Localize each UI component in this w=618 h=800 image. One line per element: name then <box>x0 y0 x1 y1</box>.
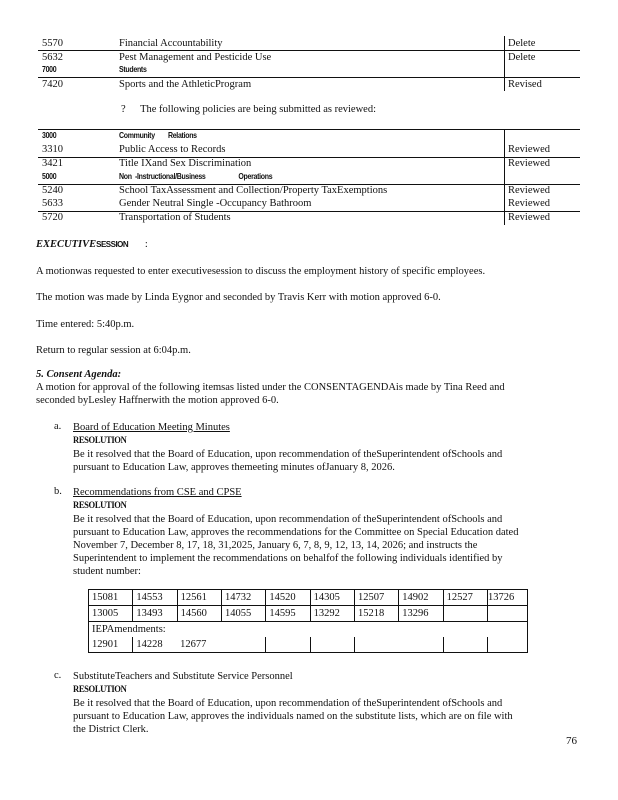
category-number: 7000 <box>42 66 57 75</box>
resolution-line: the District Clerk. <box>73 724 149 735</box>
policy-status: Reviewed <box>508 212 550 223</box>
table-row <box>89 606 528 622</box>
reviewed-intro-text: The following policies are being submitted as reviewed: <box>140 104 377 115</box>
policy-title: School TaxAssessment and Collection/Property TaxExemptions <box>119 185 388 196</box>
executive-session-heading <box>36 238 586 251</box>
resolution-line: November 7, December 8, 17, 18, 31,2025, January 6, 7, 8, 9, 12, 13, 14, 2026; and instructs the <box>73 540 478 551</box>
executive-paragraph: A motionwas requested to enter executivesession to discuss the employment history of specific employees. <box>36 266 486 277</box>
consent-agenda-heading: 5. Consent Agenda: <box>36 369 122 380</box>
policy-number: 5570 <box>42 38 63 49</box>
table-row <box>38 184 580 197</box>
policy-status: Delete <box>508 38 536 49</box>
policy-number: 5240 <box>42 185 63 196</box>
student-number-cell: 15218 <box>354 606 398 622</box>
policy-title: Public Access to Records <box>119 144 226 155</box>
student-number-cell: 15081 <box>89 590 133 606</box>
resolution-line: Superintendent to implement the recommendations on behalfof the following individuals identified by <box>73 553 503 564</box>
student-number-cell <box>399 637 443 653</box>
student-number-cell: 14595 <box>266 606 310 622</box>
table-row <box>38 157 580 170</box>
policy-status: Revised <box>508 79 542 90</box>
resolution-line: student number: <box>73 566 141 577</box>
student-number-cell: 13005 <box>89 606 133 622</box>
student-number-cell: 12561 <box>177 590 221 606</box>
category-number: 5000 <box>42 173 57 182</box>
consent-agenda-text: seconded byLesley Haffnerwith the motion approved 6-0. <box>36 395 279 406</box>
executive-paragraph: Time entered: 5:40p.m. <box>36 319 135 330</box>
category-row <box>38 129 580 144</box>
resolution-label: RESOLUTION <box>73 436 127 446</box>
student-number-cell: 14560 <box>177 606 221 622</box>
item-letter: a. <box>54 421 62 432</box>
policy-title: Gender Neutral Single -Occupancy Bathroom <box>119 198 312 209</box>
student-number-cell <box>354 637 398 653</box>
executive-paragraph: The motion was made by Linda Eygnor and seconded by Travis Kerr with motion approved 6-0. <box>36 292 441 303</box>
category-title: Non -Instructional/Business Operations <box>119 173 273 182</box>
category-title: Community Relations <box>119 132 197 141</box>
student-number-cell: 14553 <box>133 590 177 606</box>
student-number-cell: 14228 <box>133 637 177 653</box>
policy-status: Reviewed <box>508 185 550 196</box>
bullet-icon: ? <box>121 104 126 115</box>
table-row <box>89 590 528 606</box>
resolution-line: pursuant to Education Law, approves the individuals named on the substitute lists, which are on file with <box>73 711 513 722</box>
policy-title: Title IXand Sex Discrimination <box>119 158 252 169</box>
policy-number: 5720 <box>42 212 63 223</box>
item-title: Recommendations from CSE and CPSE <box>73 487 242 498</box>
executive-paragraph: Return to regular session at 6:04p.m. <box>36 345 191 356</box>
item-title: SubstituteTeachers and Substitute Service Personnel <box>73 671 293 682</box>
resolution-label: RESOLUTION <box>73 685 127 695</box>
student-number-cell: 13292 <box>310 606 354 622</box>
page-number: 76 <box>566 735 577 747</box>
student-number-cell: 13726 <box>487 590 527 606</box>
student-number-cell: 12527 <box>443 590 487 606</box>
item-title: Board of Education Meeting Minutes <box>73 422 230 433</box>
resolution-line: pursuant to Education Law, approves the recommendations for the Committee on Special Education dated <box>73 527 519 538</box>
category-title: Students <box>119 66 147 75</box>
item-letter: c. <box>54 670 62 681</box>
policy-status: Reviewed <box>508 158 550 169</box>
policy-number: 3421 <box>42 158 63 169</box>
student-number-cell: 12901 <box>89 637 133 653</box>
consent-item-a <box>73 421 583 474</box>
student-number-cell <box>266 637 310 653</box>
resolution-line: Be it resolved that the Board of Education, upon recommendation of theSuperintendent ofSchools and <box>73 514 503 525</box>
iep-amendments-label: IEPAmendments: <box>89 622 528 638</box>
policy-title: Sports and the AthleticProgram <box>119 79 252 90</box>
resolution-label: RESOLUTION <box>73 501 127 511</box>
heading-part: SESSION <box>96 240 129 249</box>
student-number-cell: 12507 <box>354 590 398 606</box>
student-number-cell: 14732 <box>221 590 265 606</box>
student-number-cell <box>443 606 487 622</box>
student-number-cell <box>487 637 527 653</box>
student-number-cell: 14055 <box>221 606 265 622</box>
heading-part: EXECUTIVE <box>36 239 97 250</box>
policy-number: 7420 <box>42 79 63 90</box>
table-row <box>38 37 580 50</box>
student-number-cell: 14305 <box>310 590 354 606</box>
heading-colon: : <box>144 239 148 250</box>
student-number-cell: 14902 <box>399 590 443 606</box>
policy-title: Pest Management and Pesticide Use <box>119 52 272 63</box>
table-row <box>89 637 528 653</box>
resolution-line: pursuant to Education Law, approves themeeting minutes ofJanuary 8, 2026. <box>73 462 395 473</box>
table-row <box>38 197 580 210</box>
iep-label-row <box>89 622 528 638</box>
category-row <box>38 170 580 185</box>
student-number-cell: 14520 <box>266 590 310 606</box>
consent-item-b <box>73 486 583 578</box>
consent-agenda-text: A motion for approval of the following itemsas listed under the CONSENTAGENDAis made by Tina Reed and <box>36 382 505 393</box>
student-number-cell: 13493 <box>133 606 177 622</box>
resolution-line: Be it resolved that the Board of Education, upon recommendation of theSuperintendent ofSchools and <box>73 698 503 709</box>
student-number-cell <box>310 637 354 653</box>
policy-title: Financial Accountability <box>119 38 223 49</box>
policy-number: 5632 <box>42 52 63 63</box>
resolution-line: Be it resolved that the Board of Education, upon recommendation of theSuperintendent ofSchools and <box>73 449 503 460</box>
policy-status: Reviewed <box>508 198 550 209</box>
policy-title: Transportation of Students <box>119 212 231 223</box>
policy-status: Reviewed <box>508 144 550 155</box>
item-letter: b. <box>54 486 62 497</box>
student-number-cell <box>487 606 527 622</box>
table-row <box>38 78 580 91</box>
policy-status: Delete <box>508 52 536 63</box>
table-row <box>38 211 580 224</box>
policy-number: 3310 <box>42 144 63 155</box>
table-column-divider <box>504 36 505 91</box>
consent-item-c <box>73 670 583 736</box>
category-row <box>38 63 580 78</box>
table-column-divider <box>504 129 505 225</box>
category-number: 3000 <box>42 132 57 141</box>
student-number-cell: 13296 <box>399 606 443 622</box>
policy-number: 5633 <box>42 198 63 209</box>
student-number-cell <box>221 637 265 653</box>
student-number-table <box>88 589 528 653</box>
student-number-cell <box>443 637 487 653</box>
table-row <box>38 143 580 156</box>
student-number-cell: 12677 <box>177 637 221 653</box>
reviewed-intro <box>121 104 376 115</box>
